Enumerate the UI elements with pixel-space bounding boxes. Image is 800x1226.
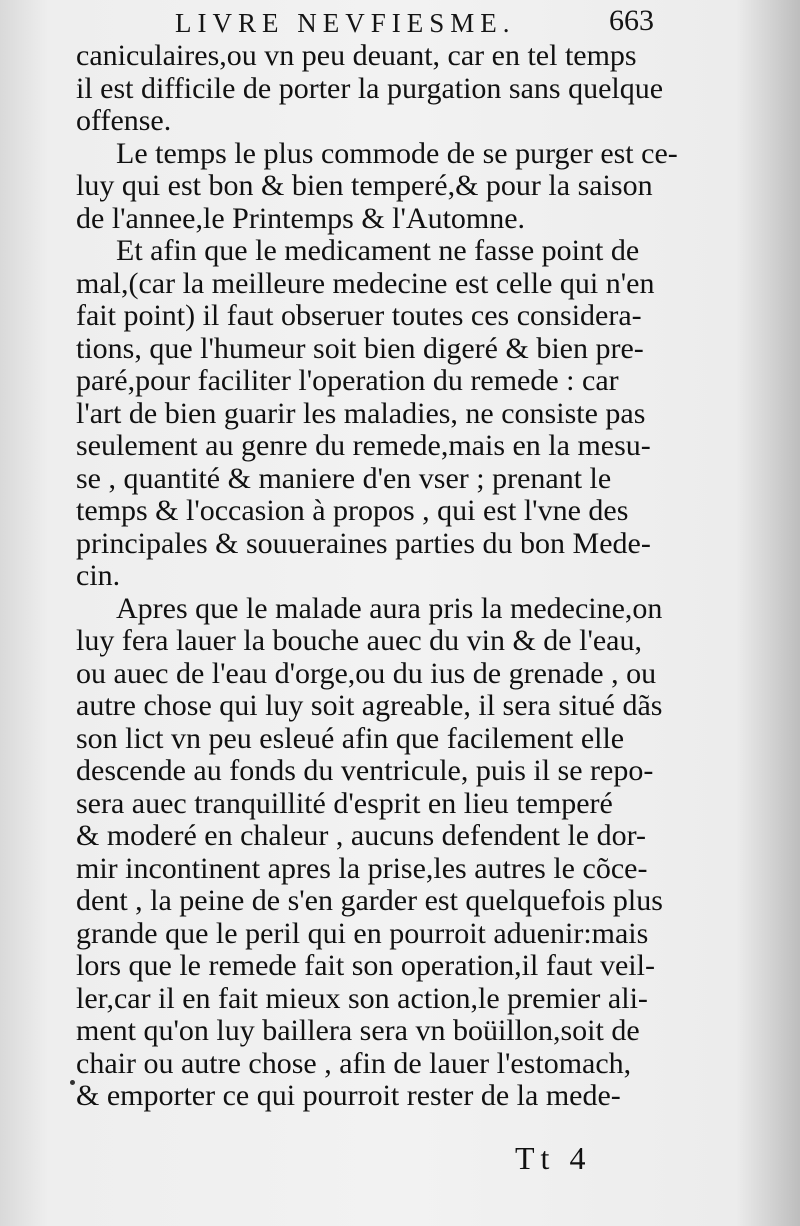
text-line: l'art de bien guarir les maladies, ne consiste pas	[76, 396, 646, 430]
text-line: offense.	[76, 104, 172, 137]
text-line: paré,pour faciliter l'operation du remede : car	[76, 364, 619, 397]
text-line: caniculaires,ou vn peu deuant, car en tel temps	[76, 39, 637, 72]
text-line: tions, que l'humeur soit bien digeré & bien pre-	[76, 331, 644, 365]
text-line: il est difficile de porter la purgation sans quelque	[76, 71, 664, 105]
page-header	[175, 4, 654, 44]
text-line: mal,(car la meilleure medecine est celle qui n'en	[76, 266, 655, 300]
text-line: son lict vn peu esleué afin que facilement elle	[76, 721, 625, 755]
text-line: lors que le remede fait son operation,il faut veil-	[76, 949, 655, 982]
text-line: descende au fonds du ventricule, puis il se repo-	[76, 754, 654, 787]
text-line: temps & l'occasion à propos , qui est l'vne des	[76, 494, 629, 527]
text-line: cin.	[76, 559, 121, 592]
text-line: grande que le peril qui en pourroit aduenir:mais	[76, 916, 649, 950]
text-line: se , quantité & maniere d'en vser ; prenant le	[76, 461, 612, 495]
text-line: chair ou autre chose , afin de lauer l'estomach,	[76, 1046, 632, 1080]
text-line: luy qui est bon & bien temperé,& pour la saison	[76, 169, 653, 202]
text-line: & emporter ce qui pourroit rester de la mede-	[76, 1079, 621, 1112]
text-line: ou auec de l'eau d'orge,ou du ius de grenade , ou	[76, 656, 657, 690]
text-line: Apres que le malade aura pris la medecine,on	[116, 591, 663, 625]
text-line: & moderé en chaleur , aucuns defendent le dor-	[76, 819, 646, 852]
text-line: ler,car il en fait mieux son action,le premier ali-	[76, 981, 648, 1015]
body-text	[76, 40, 676, 1113]
text-line: sera auec tranquillité d'esprit en lieu temperé	[76, 786, 613, 820]
text-line: autre chose qui luy soit agreable, il sera situé dãs	[76, 689, 663, 722]
text-line: dent , la peine de s'en garder est quelquefois plus	[76, 884, 663, 917]
text-line: de l'annee,le Printemps & l'Automne.	[76, 201, 526, 235]
text-line: fait point) il faut obseruer toutes ces considera-	[76, 299, 642, 332]
text-line: mir incontinent apres la prise,les autres le cõce-	[76, 851, 648, 885]
text-line: seulement au genre du remede,mais en la mesu-	[76, 429, 651, 462]
text-line: Et afin que le medicament ne fasse point de	[116, 234, 640, 267]
text-line: Le temps le plus commode de se purger est ce-	[116, 136, 678, 170]
signature-mark: Tt 4	[515, 1140, 592, 1176]
text-line: principales & souueraines parties du bon Mede-	[76, 526, 651, 560]
text-line: ment qu'on luy baillera sera vn boüillon,soit de	[76, 1014, 640, 1047]
text-line: luy fera lauer la bouche auec du vin & de l'eau,	[76, 624, 642, 657]
running-head: LIVRE NEVFIESME.	[175, 8, 516, 38]
page-number: 663	[609, 4, 654, 37]
ink-speck	[70, 1080, 75, 1085]
